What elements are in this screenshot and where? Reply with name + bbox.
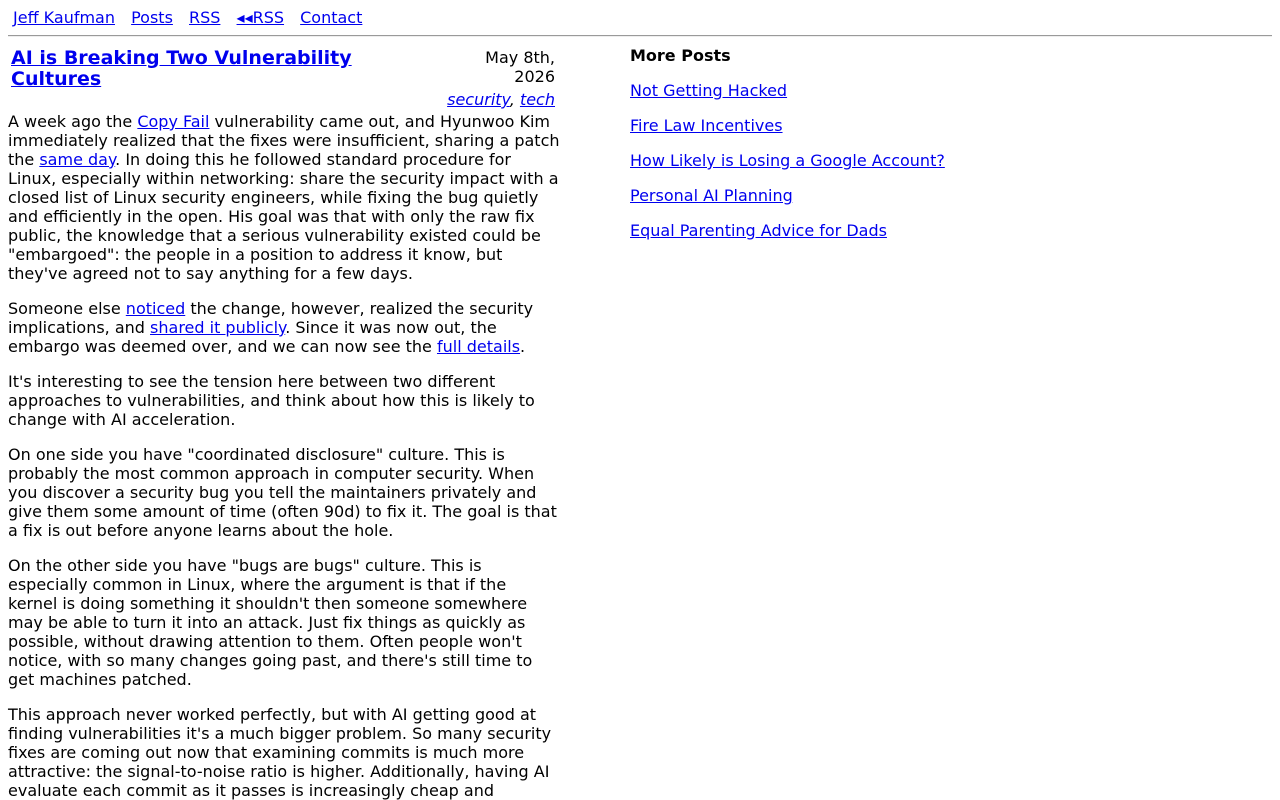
nav-link-home[interactable]: Jeff Kaufman <box>13 8 115 27</box>
nav-link-rss[interactable]: RSS <box>189 8 221 27</box>
paragraph-text: On one side you have "coordinated disclosure" culture. This is probably the most common approach in computer security. When you discover a security bug you tell the maintainers privately and give them some amount of time (often 90d) to fix it. The goal is that a fix is out before anyone learns about the hole. <box>8 445 557 540</box>
more-post-link[interactable]: Personal AI Planning <box>630 186 793 205</box>
paragraph-text: On the other side you have "bugs are bugs" culture. This is especially common in Linux, where the argument is that if the kernel is doing something it shouldn't then someone somewhere may be able to turn it into an attack. Just fix things as quickly as possible, without drawing attention to them. Often people won't notice, with so many changes going past, and there's still time to get machines patched. <box>8 556 533 689</box>
more-post-link[interactable]: Equal Parenting Advice for Dads <box>630 221 887 240</box>
inline-link[interactable]: Copy Fail <box>137 112 210 131</box>
article-paragraph <box>8 372 560 429</box>
list-item <box>630 186 1230 205</box>
paragraph-text: . Since it was now out, the embargo was deemed over, and we can now see the <box>8 318 497 356</box>
nav-link-contact[interactable]: Contact <box>300 8 363 27</box>
inline-link[interactable]: shared it publicly <box>150 318 286 337</box>
tag-link-tech[interactable]: tech <box>519 90 555 109</box>
post-title <box>11 48 391 90</box>
paragraph-text: . In doing this he followed standard procedure for Linux, especially within networking: share the security impact with a closed list of Linux security engineers, while fixing the bug quietly and efficiently in the open. His goal was that with only the raw fix public, the knowledge that a serious vulnerability existed could be "embargoed": the people in a position to address it know, but they've agreed not to say anything for a few days. <box>8 150 559 283</box>
article-paragraph <box>8 112 560 283</box>
nav-link-rss-old[interactable]: ◂◂RSS <box>236 8 285 27</box>
list-item <box>630 81 1230 100</box>
more-posts-heading: More Posts <box>630 46 731 65</box>
inline-link[interactable]: full details <box>436 337 521 356</box>
article-paragraph <box>8 299 560 356</box>
inline-link[interactable]: noticed <box>125 299 186 318</box>
paragraph-text: Someone else <box>8 299 126 318</box>
post-date-line1: May 8th, <box>485 48 555 67</box>
inline-link[interactable]: same day <box>39 150 116 169</box>
top-nav <box>13 8 373 27</box>
post-date-line2: 2026 <box>514 67 555 86</box>
paragraph-text: A week ago the <box>8 112 138 131</box>
more-post-link[interactable]: How Likely is Losing a Google Account? <box>630 151 945 170</box>
more-post-link[interactable]: Fire Law Incentives <box>630 116 783 135</box>
header-divider <box>8 35 1272 37</box>
article-paragraph <box>8 556 560 689</box>
more-posts-sidebar <box>630 46 1230 256</box>
more-post-link[interactable]: Not Getting Hacked <box>630 81 788 100</box>
list-item <box>630 221 1230 240</box>
paragraph-text: This approach never worked perfectly, but with AI getting good at finding vulnerabilities it's a much bigger problem. So many security fixes are coming out now that examining commits is much more attractive: the signal-to-noise ratio is higher. Additionally, having AI evaluate each commit as it passes is increasingly cheap and <box>8 705 552 800</box>
article-paragraph <box>8 445 560 540</box>
article-body <box>8 112 560 800</box>
paragraph-text: It's interesting to see the tension here between two different approaches to vulnerabilities, and think about how this is likely to change with AI acceleration. <box>8 372 535 429</box>
paragraph-text: the change, however, realized the security implications, and <box>8 299 534 337</box>
post-date <box>440 48 555 86</box>
paragraph-text: . <box>520 337 526 356</box>
list-item <box>630 116 1230 135</box>
article-paragraph <box>8 705 560 800</box>
tag-link-security[interactable]: security <box>447 90 510 109</box>
more-posts-list <box>630 81 1230 240</box>
post-title-link[interactable]: AI is Breaking Two Vulnerability Cultures <box>11 47 352 90</box>
nav-link-posts[interactable]: Posts <box>131 8 173 27</box>
list-item <box>630 151 1230 170</box>
post-tags <box>400 90 555 109</box>
paragraph-text: vulnerability came out, and Hyunwoo Kim immediately realized that the fixes were insufficient, sharing a patch the <box>8 112 560 169</box>
tag-separator: , <box>509 90 520 109</box>
